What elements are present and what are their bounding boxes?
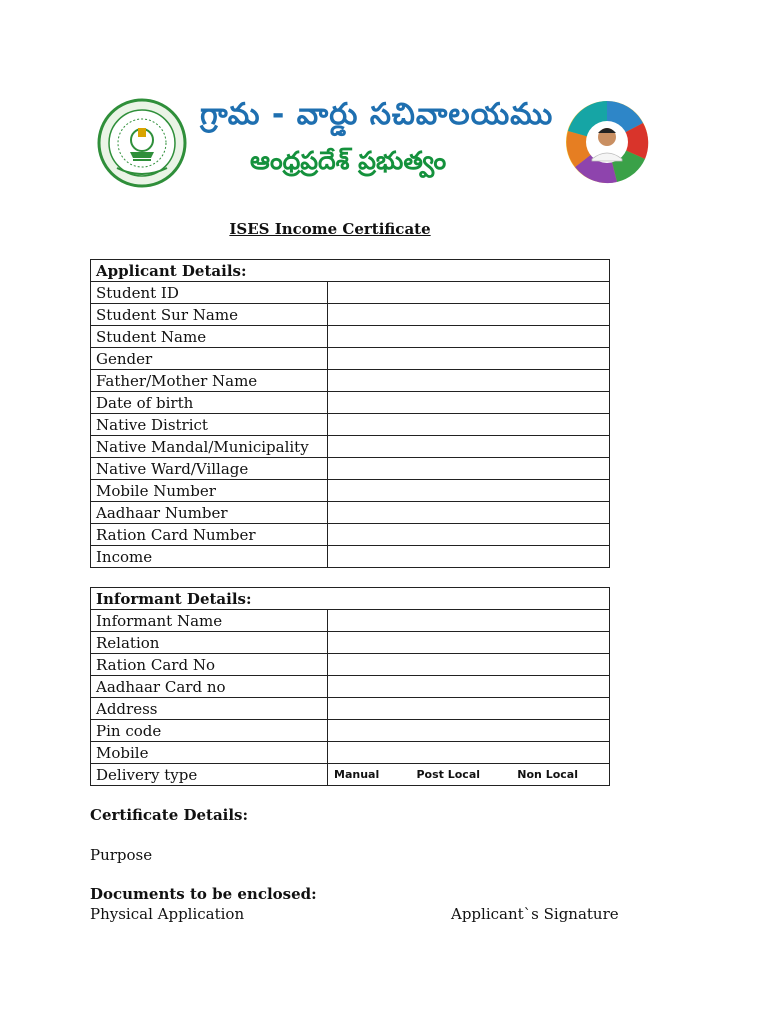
document-title: ISES Income Certificate [229,220,431,238]
table-row [91,282,610,304]
table-row [91,304,610,326]
certificate-details-heading: Certificate Details: [90,806,249,824]
field-label: Student Name [91,326,328,348]
applicant-signature-label: Applicant`s Signature [451,905,619,923]
field-label: Pin code [91,720,328,742]
table-row [91,502,610,524]
ration-card-number-field[interactable] [328,524,610,546]
table-row [91,720,610,742]
field-label: Delivery type [91,764,328,786]
informant-name-field[interactable] [328,610,610,632]
informant-aadhaar-field[interactable] [328,676,610,698]
field-label: Informant Name [91,610,328,632]
table-row [91,610,610,632]
purpose-label: Purpose [90,846,153,864]
field-label: Ration Card No [91,654,328,676]
pin-code-field[interactable] [328,720,610,742]
physical-application-text: Physical Application [90,905,245,923]
telugu-title-line1: గ్రామ - వార్డు సచివాలయము [200,97,554,132]
table-row [91,764,610,786]
field-label: Father/Mother Name [91,370,328,392]
field-label: Ration Card Number [91,524,328,546]
table-header-row [91,588,610,610]
relation-field[interactable] [328,632,610,654]
informant-details-table [90,587,610,786]
ap-state-emblem-icon [97,98,187,188]
student-id-field[interactable] [328,282,610,304]
delivery-option-post-local[interactable]: Post Local [416,768,481,781]
informant-mobile-field[interactable] [328,742,610,764]
field-label: Student Sur Name [91,304,328,326]
informant-ration-card-field[interactable] [328,654,610,676]
field-label: Income [91,546,328,568]
documents-heading: Documents to be enclosed: [90,885,317,903]
table-row [91,436,610,458]
native-mandal-field[interactable] [328,436,610,458]
table-row [91,480,610,502]
delivery-type-options [333,768,604,781]
field-label: Mobile Number [91,480,328,502]
table-header-row [91,260,610,282]
informant-details-heading: Informant Details: [91,588,610,610]
document-header [0,0,768,200]
applicant-details-table [90,259,610,568]
field-label: Native Mandal/Municipality [91,436,328,458]
table-row [91,348,610,370]
table-row [91,546,610,568]
field-label: Native District [91,414,328,436]
field-label: Mobile [91,742,328,764]
table-row [91,370,610,392]
delivery-option-non-local[interactable]: Non Local [517,768,578,781]
table-row [91,654,610,676]
table-row [91,632,610,654]
delivery-type-field [328,764,610,786]
delivery-option-manual[interactable]: Manual [334,768,380,781]
applicant-details-heading: Applicant Details: [91,260,610,282]
telugu-title-line2: ఆంధ్రప్రదేశ్ ప్రభుత్వం [250,146,447,175]
student-surname-field[interactable] [328,304,610,326]
native-ward-village-field[interactable] [328,458,610,480]
table-row [91,742,610,764]
address-field[interactable] [328,698,610,720]
native-district-field[interactable] [328,414,610,436]
field-label: Student ID [91,282,328,304]
gender-field[interactable] [328,348,610,370]
field-label: Date of birth [91,392,328,414]
table-row [91,698,610,720]
parent-name-field[interactable] [328,370,610,392]
aadhaar-number-field[interactable] [328,502,610,524]
table-row [91,326,610,348]
field-label: Aadhaar Card no [91,676,328,698]
table-row [91,524,610,546]
field-label: Relation [91,632,328,654]
table-row [91,414,610,436]
table-row [91,392,610,414]
date-of-birth-field[interactable] [328,392,610,414]
field-label: Aadhaar Number [91,502,328,524]
navaratnalu-portrait-logo-icon [565,97,649,187]
table-row [91,458,610,480]
field-label: Gender [91,348,328,370]
mobile-number-field[interactable] [328,480,610,502]
income-field[interactable] [328,546,610,568]
table-row [91,676,610,698]
student-name-field[interactable] [328,326,610,348]
field-label: Address [91,698,328,720]
field-label: Native Ward/Village [91,458,328,480]
